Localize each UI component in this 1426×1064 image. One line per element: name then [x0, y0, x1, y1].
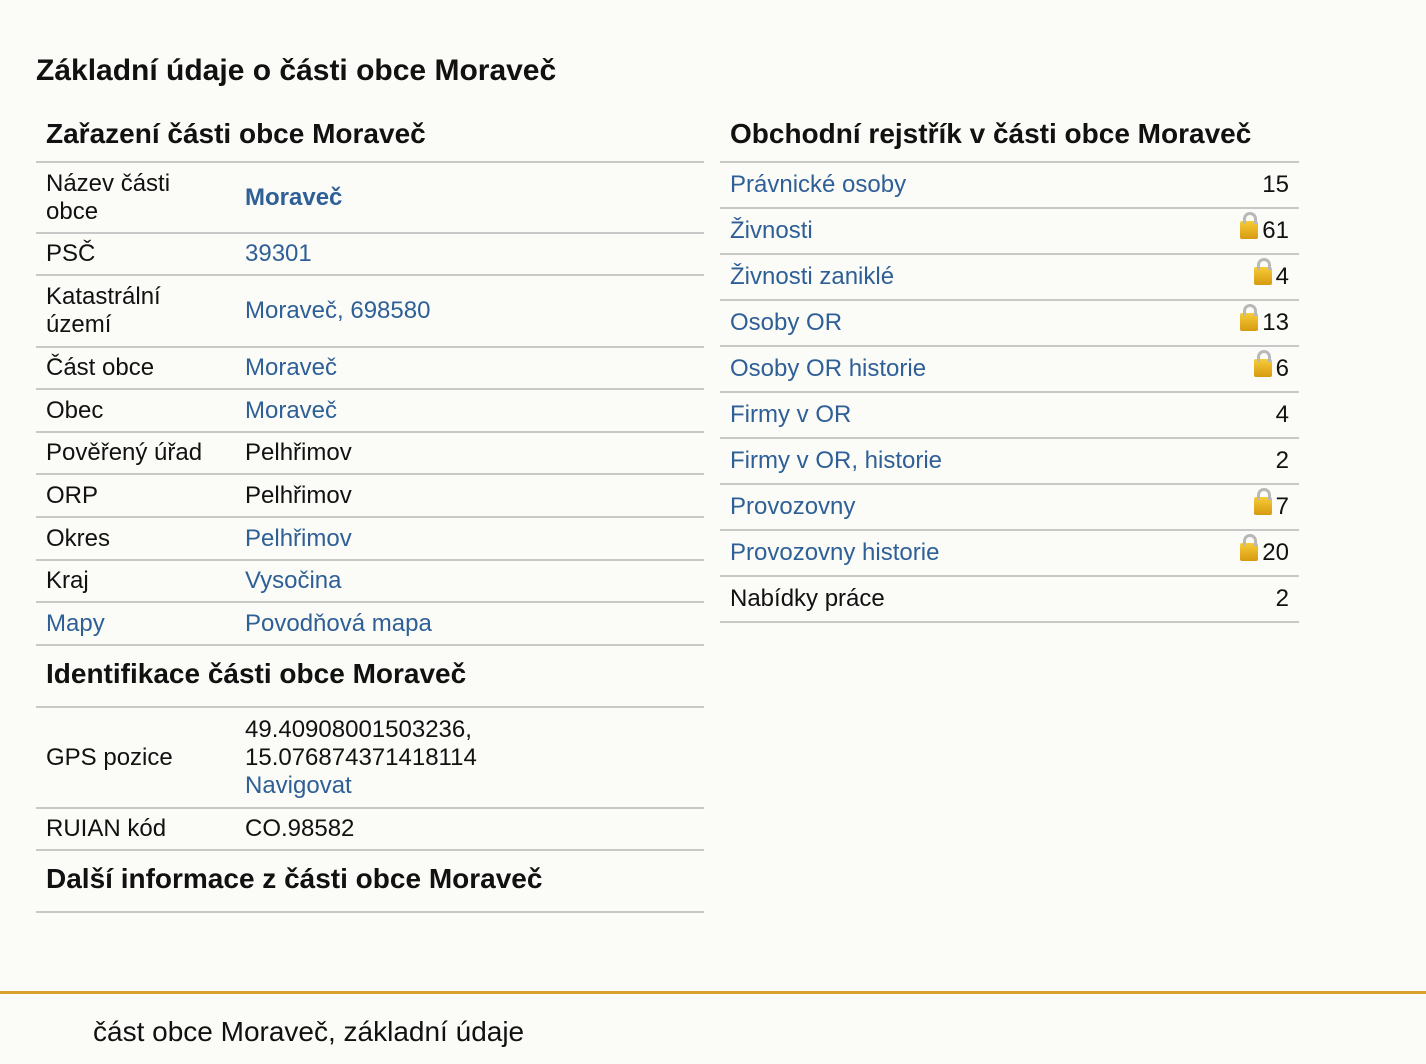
table-row [720, 346, 1299, 392]
municipal-part-link[interactable]: Moraveč [245, 354, 338, 381]
legal-entities-link[interactable]: Právnické osoby [730, 171, 907, 198]
orp-value: Pelhřimov [235, 474, 704, 517]
table-row [36, 808, 704, 850]
part-name-link[interactable]: Moraveč [245, 183, 343, 211]
table-row [720, 208, 1299, 254]
count-value: 20 [1262, 539, 1289, 566]
count-value: 15 [1167, 163, 1299, 208]
authorized-office-value: Pelhřimov [235, 432, 704, 474]
count-value: 61 [1262, 217, 1289, 244]
establishments-history-link[interactable]: Provozovny historie [730, 539, 940, 566]
count-value: 13 [1262, 309, 1289, 336]
table-row [720, 484, 1299, 530]
table-row [36, 389, 704, 432]
classification-table [36, 163, 704, 646]
flood-map-link[interactable]: Povodňová mapa [245, 609, 432, 637]
table-row [36, 233, 704, 275]
lock-icon [1254, 359, 1272, 377]
count-value: 4 [1275, 263, 1289, 290]
table-row [720, 254, 1299, 300]
lock-icon [1240, 221, 1258, 239]
table-row [36, 517, 704, 560]
count-value: 4 [1167, 392, 1299, 438]
table-row [720, 530, 1299, 576]
companies-or-link[interactable]: Firmy v OR [730, 401, 852, 428]
row-label: RUIAN kód [36, 808, 235, 850]
job-offers-label: Nabídky práce [720, 576, 1167, 622]
table-row [36, 163, 704, 233]
count-value: 7 [1275, 493, 1289, 520]
district-link[interactable]: Pelhřimov [245, 524, 352, 552]
count-value: 6 [1275, 355, 1289, 382]
ruian-value: CO.98582 [235, 808, 704, 850]
row-label: Okres [36, 517, 235, 560]
maps-link[interactable]: Mapy [46, 609, 105, 637]
table-row [36, 474, 704, 517]
table-row [36, 708, 704, 808]
more-info-heading: Další informace z části obce Moraveč [36, 851, 704, 913]
gps-latitude: 49.40908001503236, [245, 715, 472, 743]
establishments-link[interactable]: Provozovny [730, 493, 856, 520]
table-row [720, 163, 1299, 208]
table-row [36, 275, 704, 347]
row-label: ORP [36, 474, 235, 517]
lock-icon [1254, 497, 1272, 515]
cadastral-area-link[interactable]: Moraveč, 698580 [245, 297, 431, 324]
lock-icon [1254, 267, 1272, 285]
row-label: GPS pozice [36, 708, 235, 808]
row-label: PSČ [36, 233, 235, 275]
row-label: Pověřený úřad [36, 432, 235, 474]
footer-text: část obce Moraveč, základní údaje [93, 1016, 525, 1047]
postal-code-link[interactable]: 39301 [245, 240, 312, 267]
left-column [36, 112, 704, 913]
companies-or-history-link[interactable]: Firmy v OR, historie [730, 447, 943, 474]
table-row [36, 560, 704, 602]
gps-longitude: 15.076874371418114 [245, 743, 477, 771]
table-row [720, 438, 1299, 484]
table-row [720, 576, 1299, 622]
table-row [36, 347, 704, 389]
registry-heading: Obchodní rejstřík v části obce Moraveč [720, 112, 1299, 163]
table-row [36, 432, 704, 474]
trades-link[interactable]: Živnosti [730, 217, 813, 244]
row-label: Kraj [36, 560, 235, 602]
trades-ended-link[interactable]: Živnosti zaniklé [730, 263, 895, 290]
row-label: Část obce [36, 347, 235, 389]
identification-table [36, 708, 704, 851]
registry-table [720, 163, 1299, 623]
identification-heading: Identifikace části obce Moraveč [36, 646, 704, 708]
lock-icon [1240, 543, 1258, 561]
classification-heading: Zařazení části obce Moraveč [36, 112, 704, 163]
persons-or-link[interactable]: Osoby OR [730, 309, 843, 336]
lock-icon [1240, 313, 1258, 331]
row-label: Název části obce [36, 163, 235, 233]
right-column [720, 112, 1299, 623]
row-label: Katastrální území [36, 275, 235, 347]
table-row [720, 300, 1299, 346]
row-label: Obec [36, 389, 235, 432]
count-value: 2 [1167, 438, 1299, 484]
footer [0, 991, 1426, 1064]
persons-or-history-link[interactable]: Osoby OR historie [730, 355, 927, 382]
municipality-link[interactable]: Moraveč [245, 396, 338, 424]
table-row [36, 602, 704, 645]
count-value: 2 [1167, 576, 1299, 622]
page-title: Základní údaje o části obce Moraveč [36, 54, 557, 87]
table-row [720, 392, 1299, 438]
region-link[interactable]: Vysočina [245, 567, 342, 594]
navigate-link[interactable]: Navigovat [245, 771, 352, 799]
